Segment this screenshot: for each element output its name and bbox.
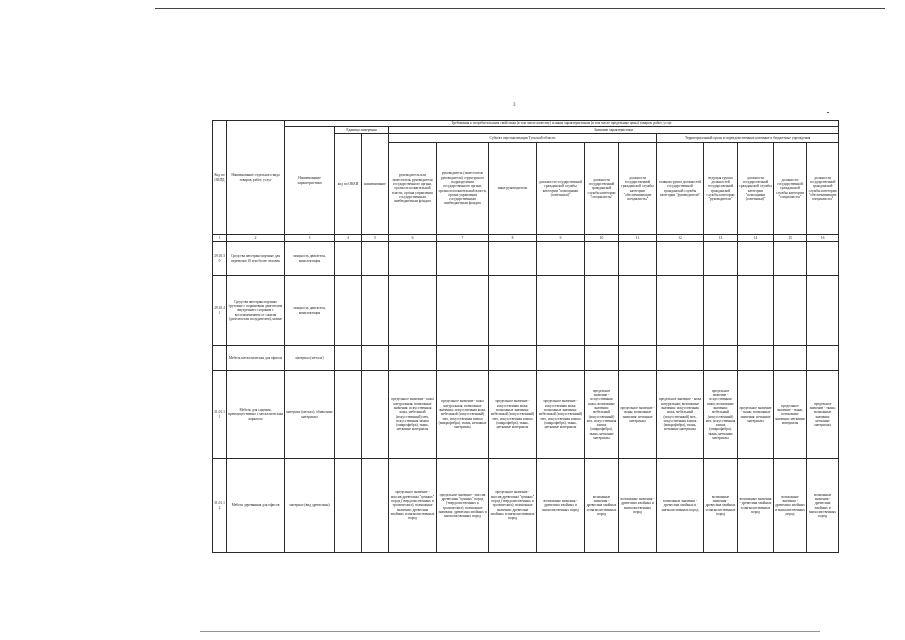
- column-number: 9: [537, 235, 585, 242]
- row-cell: [704, 242, 738, 276]
- row-cell: [335, 276, 362, 346]
- table-row: [213, 371, 839, 459]
- row-cell: [657, 242, 704, 276]
- row-cell: [437, 242, 489, 276]
- row-characteristic: материал (вид древесины): [285, 459, 335, 553]
- column-number: 2: [227, 235, 285, 242]
- column-number: 15: [774, 235, 807, 242]
- row-value-12: возможные значения - древесина хвойных и мягколиственных пород: [657, 459, 704, 553]
- row-cell: [537, 276, 585, 346]
- header-leader-2: руководитель (заместитель руководителя) структурного подразделения государственного органа, органа исполнительной власти, органа управления государственным внебюджетным фондом: [437, 143, 489, 235]
- row-code: 29.10.41: [213, 276, 227, 346]
- requirements-table: [212, 120, 839, 553]
- column-number: 1: [213, 235, 227, 242]
- row-value-15: возможные значения - древесина хвойных и мягколиственных пород: [774, 459, 807, 553]
- row-product-name: Мебель металлическая для офисов: [227, 346, 285, 371]
- row-value-8: предельное значение - массив древесины "ценных" пород (твердолиственных и тропических); возможные значения: древесина хвойных и мягколиственных пород: [489, 459, 537, 553]
- column-number: 7: [437, 235, 489, 242]
- row-value-9: предельное значение - искусственная кожа; возможные значения: мебельный (искусственный) мех, искусственная замша (микрофибра), ткань, нетканые материалы: [537, 371, 585, 459]
- row-product-name: Средства автотранспортные для перевозки 10 или более человек: [227, 242, 285, 276]
- row-product-name: Мебель для сидения, преимущественно с металлическим каркасом: [227, 371, 285, 459]
- row-value-8: предельное значение - искусственная кожа; возможные значения: мебельный (искусственный) мех, искусственная замша (микрофибра), ткань, нетканые материалы: [489, 371, 537, 459]
- header-position-11: должности государственной гражданской службы категории "обеспечивающие специалисты": [619, 143, 657, 235]
- header-subordinate: Значение характеристики: [389, 127, 839, 134]
- row-value-12: предельное значение - кожа натуральная; возможные значения: искусственная кожа, мебельный (искусственный) мех, искусственная замша (микрофибра), ткань, нетканые материалы: [657, 371, 704, 459]
- header-code-okpd: Код по ОКПД: [213, 121, 227, 235]
- row-cell: [389, 242, 437, 276]
- row-cell: [657, 346, 704, 371]
- column-number: 14: [738, 235, 774, 242]
- row-value-6: предельное значение - кожа натуральная; возможные значения: искусственная кожа, мебельный (искусственный) мех, искусственная замша (микрофибра), ткань, нетканые материалы: [389, 371, 437, 459]
- row-cell: [489, 242, 537, 276]
- header-characteristic: Наименование характеристики: [285, 127, 335, 235]
- row-value-14: возможные значения - древесина хвойных и мягколиственных пород: [738, 459, 774, 553]
- row-value-15: предельное значение - ткань; возможные значения: нетканые материалы: [774, 371, 807, 459]
- row-cell: [335, 371, 362, 459]
- header-okei: Единица измерения: [335, 127, 389, 134]
- row-cell: [362, 242, 389, 276]
- row-cell: [335, 346, 362, 371]
- row-value-10: возможные значения - древесина хвойных и мягколиственных пород: [585, 459, 619, 553]
- header-okei-name: наименование: [362, 134, 389, 235]
- row-cell: [489, 346, 537, 371]
- row-cell: [489, 276, 537, 346]
- row-value-16: возможные значения - древесина хвойных и мягколиственных пород: [807, 459, 839, 553]
- row-value-7: предельное значение - массив древесины "ценных" пород (твердолиственных и тропических); возможные значения: древесина хвойных и мягколиственных пород: [437, 459, 489, 553]
- header-leader-1: руководитель или заместитель руководителя государственного органа, органа исполнительной власти, органа управления государственным внебюджетным фондом: [389, 143, 437, 235]
- header-territorial: Территориальный орган и подведомственные казенные и бюджетные учреждения: [657, 134, 839, 143]
- row-cell: [585, 242, 619, 276]
- header-main-title: Требования к потребительским свойствам (в том числе качеству) и иным характеристикам (в том числе предельные цены) товаров, работ, услуг: [285, 121, 839, 127]
- row-cell: [807, 276, 839, 346]
- bottom-rule: [200, 631, 820, 632]
- row-code: 31.01.12: [213, 459, 227, 553]
- column-number: 12: [657, 235, 704, 242]
- row-code: [213, 346, 227, 371]
- row-value-6: предельное значение - массив древесины "ценных" пород (твердолиственных и тропических); возможные значения: древесина хвойных и мягколиственных пород: [389, 459, 437, 553]
- top-rule: [155, 8, 885, 9]
- table-row: [213, 459, 839, 553]
- row-cell: [389, 346, 437, 371]
- header-product-name: Наименование отдельного вида товаров, работ, услуг: [227, 121, 285, 235]
- column-number-row: [213, 235, 839, 242]
- row-cell: [774, 276, 807, 346]
- table-row: [213, 276, 839, 346]
- column-number: 4: [335, 235, 362, 242]
- row-cell: [389, 276, 437, 346]
- row-code: 31.01.11: [213, 371, 227, 459]
- row-cell: [619, 276, 657, 346]
- row-cell: [537, 346, 585, 371]
- row-cell: [619, 346, 657, 371]
- row-cell: [537, 242, 585, 276]
- row-cell: [738, 276, 774, 346]
- header-position-14: должности государственной гражданской службы категории "помощники (советники)": [738, 143, 774, 235]
- row-value-13: предельное значение - искусственная кожа; возможные значения: мебельный (искусственный) мех, искусственная замша (микрофибра), ткань, нетканые материалы: [704, 371, 738, 459]
- row-cell: [362, 346, 389, 371]
- page-number: 3: [513, 103, 516, 108]
- header-position-10: должности государственной гражданской службы категории "специалисты": [585, 143, 619, 235]
- row-cell: [738, 242, 774, 276]
- row-product-name: Средства автотранспортные грузовые с поршневым двигателем внутреннего сгорания с воспламенением от сжатия (дизелем или полудизелем), новые: [227, 276, 285, 346]
- row-code: 29.10.30: [213, 242, 227, 276]
- column-number: 10: [585, 235, 619, 242]
- column-number: 5: [362, 235, 389, 242]
- column-number: 11: [619, 235, 657, 242]
- row-cell: [585, 346, 619, 371]
- header-position-13: ведущая группа должностей государственной гражданской службы категории "руководители": [704, 143, 738, 235]
- row-cell: [807, 346, 839, 371]
- table-row: [213, 346, 839, 371]
- column-number: 16: [807, 235, 839, 242]
- row-product-name: Мебель деревянная для офисов: [227, 459, 285, 553]
- row-characteristic: мощность двигателя, комплектация: [285, 242, 335, 276]
- row-value-14: предельное значение - ткань; возможные значения: нетканые материалы: [738, 371, 774, 459]
- header-leader-3: иные руководители: [489, 143, 537, 235]
- row-cell: [362, 459, 389, 553]
- header-position-12: главная группа должностей государственной гражданской службы категории "руководители": [657, 143, 704, 235]
- row-characteristic: мощность двигателя, комплектация: [285, 276, 335, 346]
- row-value-9: возможные значения - древесина хвойных и мягколиственных пород: [537, 459, 585, 553]
- row-value-13: возможные значения - древесина хвойных и мягколиственных пород: [704, 459, 738, 553]
- row-characteristic: материал (металл): [285, 346, 335, 371]
- row-cell: [774, 346, 807, 371]
- header-position-15: должности государственной гражданской службы категории "специалисты": [774, 143, 807, 235]
- row-cell: [437, 276, 489, 346]
- row-cell: [774, 242, 807, 276]
- scan-speck: [827, 112, 829, 113]
- row-value-16: предельное значение - ткань; возможные значения: нетканые материалы: [807, 371, 839, 459]
- row-value-7: предельное значение - кожа натуральная; возможные значения: искусственная кожа, мебельный (искусственный) мех, искусственная замша (микрофибра), ткань, нетканые материалы: [437, 371, 489, 459]
- row-characteristic: материал (металл), обивочные материалы: [285, 371, 335, 459]
- row-value-10: предельное значение - искусственная кожа; возможные значения: мебельный (искусственный) мех, искусственная замша (микрофибра), ткань, нетканые материалы: [585, 371, 619, 459]
- column-number: 13: [704, 235, 738, 242]
- header-okei-code: код по ОКЕИ: [335, 134, 362, 235]
- row-cell: [585, 276, 619, 346]
- row-cell: [619, 242, 657, 276]
- header-position-9: должности государственной гражданской службы категории "помощники (советники)": [537, 143, 585, 235]
- row-cell: [335, 459, 362, 553]
- header-subject: Субъект персонализации Тульской области: [389, 134, 657, 143]
- row-cell: [657, 276, 704, 346]
- header-position-16: должности государственной гражданской службы категории "обеспечивающие специалисты": [807, 143, 839, 235]
- row-cell: [362, 371, 389, 459]
- row-cell: [437, 346, 489, 371]
- row-cell: [738, 346, 774, 371]
- row-cell: [335, 242, 362, 276]
- column-number: 3: [285, 235, 335, 242]
- row-value-11: возможные значения - древесина хвойных и мягколиственных пород: [619, 459, 657, 553]
- column-number: 8: [489, 235, 537, 242]
- row-cell: [704, 276, 738, 346]
- table-row: [213, 242, 839, 276]
- row-cell: [807, 242, 839, 276]
- row-cell: [362, 276, 389, 346]
- row-value-11: предельное значение - ткань; возможные значения: нетканые материалы: [619, 371, 657, 459]
- row-cell: [704, 346, 738, 371]
- column-number: 6: [389, 235, 437, 242]
